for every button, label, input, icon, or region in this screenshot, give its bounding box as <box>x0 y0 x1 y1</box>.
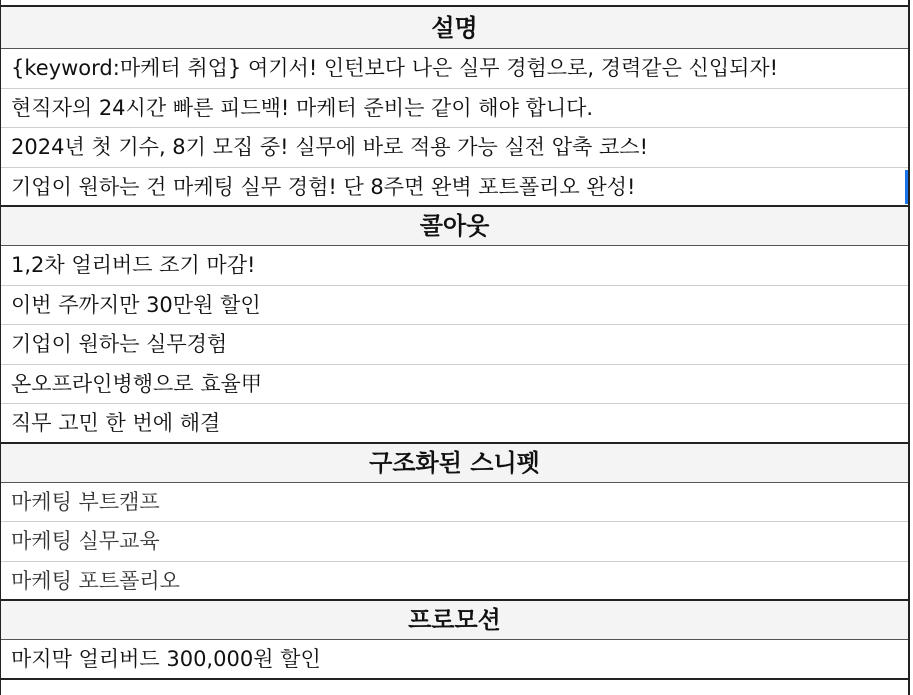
promotion-row-1[interactable]: 마지막 얼리버드 300,000원 할인 <box>1 640 908 680</box>
section-header-callout[interactable]: 콜아웃 <box>1 207 908 246</box>
description-row-1[interactable]: {keyword:마케터 취업} 여기서! 인턴보다 나은 실무 경험으로, 경력같은 신입되자! <box>1 49 908 89</box>
callout-row-3[interactable]: 기업이 원하는 실무경험 <box>1 325 908 365</box>
snippet-row-1[interactable]: 마케팅 부트캠프 <box>1 483 908 523</box>
description-row-2[interactable]: 현직자의 24시간 빠른 피드백! 마케터 준비는 같이 해야 합니다. <box>1 89 908 129</box>
callout-row-1[interactable]: 1,2차 얼리버드 조기 마감! <box>1 246 908 286</box>
section-header-structured-snippet[interactable]: 구조화된 스니펫 <box>1 444 908 483</box>
callout-row-5[interactable]: 직무 고민 한 번에 해결 <box>1 404 908 444</box>
top-border <box>1 0 908 7</box>
callout-row-2[interactable]: 이번 주까지만 30만원 할인 <box>1 286 908 326</box>
snippet-row-3[interactable]: 마케팅 포트폴리오 <box>1 562 908 602</box>
description-row-4[interactable]: 기업이 원하는 건 마케팅 실무 경험! 단 8주면 완벽 포트폴리오 완성! <box>1 168 908 208</box>
section-header-description[interactable]: 설명 <box>1 7 908 49</box>
section-header-promotion[interactable]: 프로모션 <box>1 601 908 640</box>
snippet-row-2[interactable]: 마케팅 실무교육 <box>1 522 908 562</box>
callout-row-4[interactable]: 온오프라인병행으로 효율甲 <box>1 365 908 405</box>
description-row-3[interactable]: 2024년 첫 기수, 8기 모집 중! 실무에 바로 적용 가능 실전 압축 코스! <box>1 128 908 168</box>
